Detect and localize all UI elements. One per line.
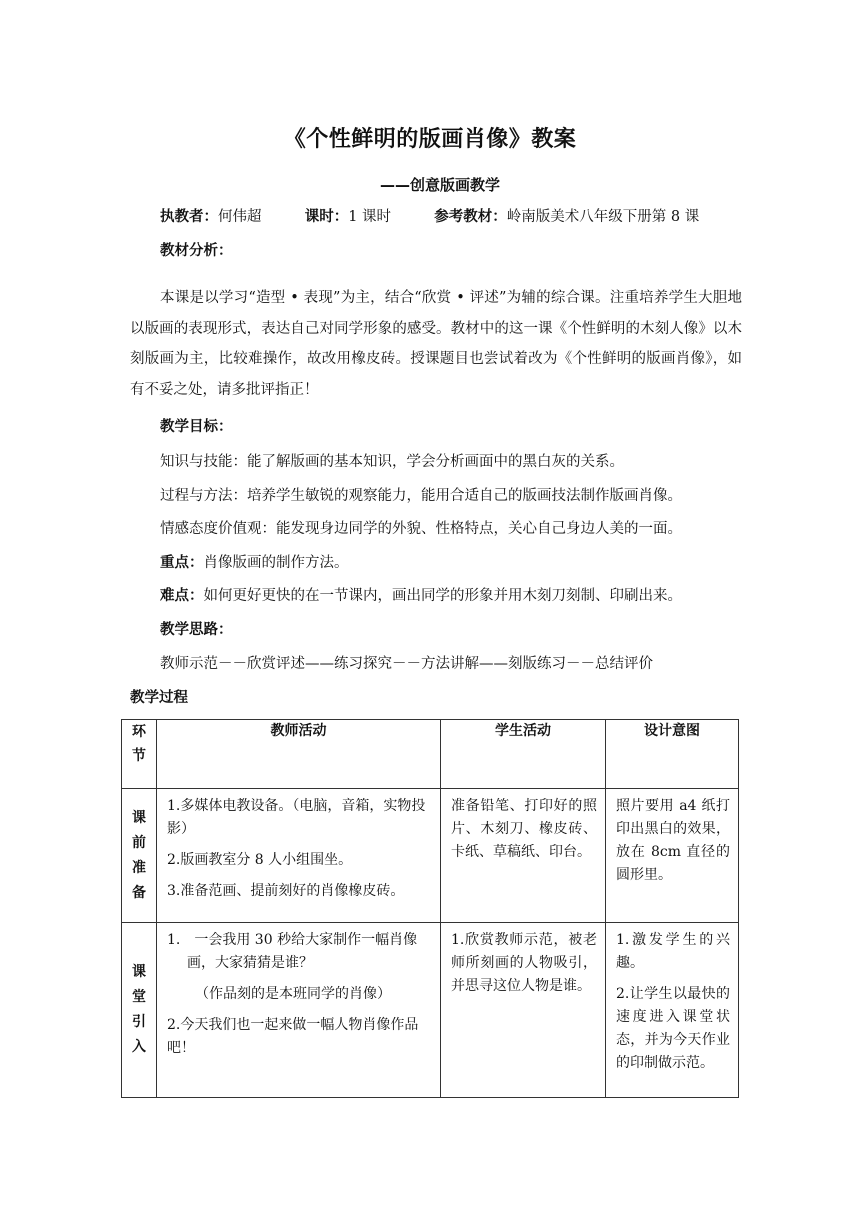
teacher-activity-cell — [157, 923, 441, 1098]
table-row — [122, 923, 739, 1098]
table-row — [122, 789, 739, 923]
header-student: 学生活动 — [441, 720, 606, 789]
key-point-line — [160, 554, 349, 572]
design-intent-item: 照片要用 a4 纸打印出黑白的效果，放在 8cm 直径的圆形里。 — [616, 798, 730, 883]
idea-text: 教师示范－－欣赏评述——练习探究－－方法讲解——刻版练习－－总结评价 — [160, 656, 653, 672]
goal-emotion: 情感态度价值观：能发现身边同学的外貌、性格特点，关心自己身边人美的一面。 — [160, 521, 682, 537]
idea-heading: 教学思路： — [160, 622, 233, 638]
header-stage — [122, 720, 157, 789]
process-heading: 教学过程 — [130, 690, 188, 706]
header-stage-label: 环节 — [132, 724, 146, 764]
process-table — [121, 719, 739, 1098]
student-activity-item: 1.欣赏教师示范，被老师所刻画的人物吸引，并思寻这位人物是谁。 — [451, 932, 597, 994]
key-point-text: 肖像版画的制作方法。 — [203, 555, 349, 571]
document-subtitle: ——创意版画教学 — [380, 176, 501, 194]
header-teacher: 教师活动 — [157, 720, 441, 789]
stage-cell — [122, 923, 157, 1098]
teacher-label: 执教者： — [160, 209, 218, 225]
goal-process: 过程与方法：培养学生敏锐的观察能力，能用合适自己的版画技法制作版画肖像。 — [160, 488, 682, 504]
stage-cell — [122, 789, 157, 923]
teacher-activity-item: 1. 一会我用 30 秒给大家制作一幅肖像画，大家猜猜是谁？ — [167, 932, 418, 971]
teacher-activity-cell — [157, 789, 441, 923]
goal-knowledge: 知识与技能：能了解版画的基本知识，学会分析画面中的黑白灰的关系。 — [160, 454, 624, 470]
difficulty-line — [160, 587, 682, 605]
teacher-activity-item: （作品刻的是本班同学的肖像） — [195, 986, 391, 1002]
design-intent-item: 1.激发学生的兴趣。 — [616, 932, 730, 971]
goals-heading: 教学目标： — [160, 419, 233, 435]
analysis-paragraph: 本课是以学习“造型 • 表现”为主，结合“欣赏 • 评述”为辅的综合课。注重培养学生大胆地以版画的表现形式，表达自己对同学形象的感受。教材中的这一课《个性鲜明的木刻人像》以木刻版画为主，比较难操作，故改用橡皮砖。授课题目也尝试着改为《个性鲜明的版画肖像》，如有不妥之处，请多批评指正！ — [130, 290, 742, 398]
student-activity-cell — [441, 923, 606, 1098]
reference-value: 岭南版美术八年级下册第 8 课 — [506, 209, 700, 225]
teacher-activity-item: 3.准备范画、提前刻好的肖像橡皮砖。 — [167, 883, 405, 899]
student-activity-item: 准备铅笔、打印好的照片、木刻刀、橡皮砖、卡纸、草稿纸、印台。 — [451, 798, 597, 860]
difficulty-text: 如何更好更快的在一节课内，画出同学的形象并用木刻刀刻制、印刷出来。 — [203, 588, 682, 604]
key-point-label: 重点： — [160, 555, 204, 571]
meta-line — [160, 208, 699, 226]
header-intent: 设计意图 — [606, 720, 739, 789]
design-intent-cell — [606, 923, 739, 1098]
teacher-activity-item: 2.今天我们也一起来做一幅人物肖像作品吧！ — [167, 1017, 419, 1056]
difficulty-label: 难点： — [160, 588, 204, 604]
hours-value: 1 课时 — [348, 209, 392, 225]
student-activity-cell — [441, 789, 606, 923]
analysis-heading: 教材分析： — [160, 243, 233, 259]
design-intent-item: 2.让学生以最快的速度进入课堂状态，并为今天作业的印制做示范。 — [616, 986, 730, 1071]
teacher-activity-item: 1.多媒体电教设备。（电脑，音箱，实物投影） — [167, 798, 426, 837]
teacher-activity-item: 2.版画教室分 8 人小组围坐。 — [167, 852, 353, 868]
design-intent-cell — [606, 789, 739, 923]
stage-label: 课前准备 — [132, 809, 146, 901]
reference-label: 参考教材： — [434, 209, 507, 225]
document-title: 《个性鲜明的版画肖像》教案 — [283, 127, 577, 152]
stage-label: 课堂引入 — [132, 964, 146, 1055]
hours-label: 课时： — [304, 209, 349, 225]
table-header-row — [122, 720, 739, 789]
teacher-name: 何伟超 — [218, 209, 262, 225]
